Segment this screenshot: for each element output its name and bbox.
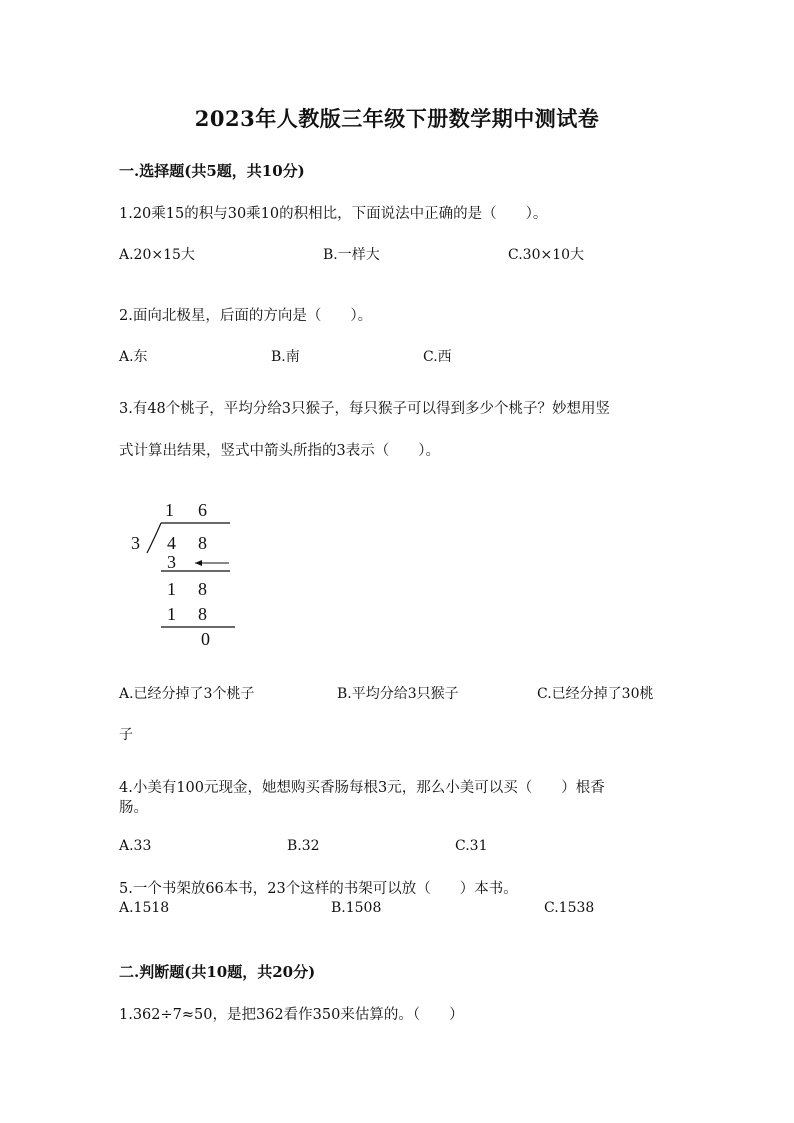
quotient-digit-ones: 6 <box>198 500 207 520</box>
second-product-digit-ones: 8 <box>198 604 207 624</box>
question-3-option-c-wrap: 子 <box>119 727 133 743</box>
final-remainder: 0 <box>201 629 210 649</box>
product-digit-highlighted: 3 <box>167 552 176 572</box>
question-2-text: 2.面向北极星，后面的方向是（ ）。 <box>119 308 373 324</box>
remainder-row-digit-tens: 1 <box>167 579 176 599</box>
question-5-text: 5.一个书架放66本书，23个这样的书架可以放（ ）本书。 <box>119 881 518 897</box>
question-3-option-a[interactable]: A.已经分掉了3个桃子 <box>119 686 255 702</box>
question-1-text: 1.20乘15的积与30乘10的积相比，下面说法中正确的是（ ）。 <box>119 206 548 222</box>
division-bracket-curve <box>147 523 161 553</box>
question-3-option-c[interactable]: C.已经分掉了30桃 <box>537 686 654 702</box>
question-3-text-line-2: 式计算出结果，竖式中箭头所指的3表示（ ）。 <box>119 443 440 459</box>
question-2-option-a[interactable]: A.东 <box>119 349 148 365</box>
question-4-text-line-2: 肠。 <box>119 800 148 816</box>
second-product-digit-tens: 1 <box>167 604 176 624</box>
question-5-option-a[interactable]: A.1518 <box>119 900 170 916</box>
question-3-text-line-1: 3.有48个桃子，平均分给3只猴子，每只猴子可以得到多少个桃子？妙想用竖 <box>119 401 611 417</box>
question-1-option-c[interactable]: C.30×10大 <box>508 247 585 263</box>
judgement-question-1-text: 1.362÷7≈50，是把362看作350来估算的。（ ） <box>119 1007 464 1023</box>
question-4-option-b[interactable]: B.32 <box>287 838 320 854</box>
question-3-option-b[interactable]: B.平均分给3只猴子 <box>337 686 459 702</box>
question-5-option-c[interactable]: C.1538 <box>544 900 595 916</box>
division-lines <box>125 495 245 655</box>
question-2-option-b[interactable]: B.南 <box>271 349 300 365</box>
quotient-digit-tens: 1 <box>165 500 174 520</box>
arrow-left-icon <box>195 560 202 566</box>
section-heading-multiple-choice: 一.选择题(共5题，共10分) <box>119 162 305 180</box>
long-division-figure <box>125 495 245 655</box>
dividend-digit-ones: 8 <box>198 533 207 553</box>
question-1-option-a[interactable]: A.20×15大 <box>119 247 195 263</box>
question-2-option-c[interactable]: C.西 <box>423 349 452 365</box>
question-5-option-b[interactable]: B.1508 <box>331 900 382 916</box>
page-title: 2023年人教版三年级下册数学期中测试卷 <box>194 106 600 131</box>
question-4-option-c[interactable]: C.31 <box>455 838 488 854</box>
dividend-digit-tens: 4 <box>167 533 176 553</box>
remainder-row-digit-ones: 8 <box>198 579 207 599</box>
question-1-option-b[interactable]: B.一样大 <box>323 247 380 263</box>
question-4-option-a[interactable]: A.33 <box>119 838 152 854</box>
section-heading-true-false: 二.判断题(共10题，共20分) <box>119 963 316 981</box>
question-4-text-line-1: 4.小美有100元现金，她想购买香肠每根3元，那么小美可以买（ ）根香 <box>119 780 605 796</box>
divisor: 3 <box>131 533 140 553</box>
